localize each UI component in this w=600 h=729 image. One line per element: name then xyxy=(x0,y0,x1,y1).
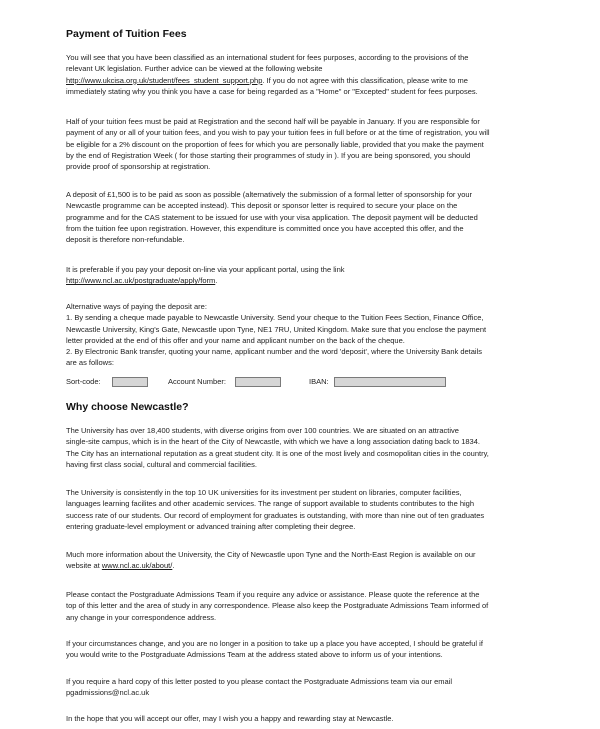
text-line: you would write to the Postgraduate Admissions Team at the address stated above to inform us of your intentions. xyxy=(66,650,443,660)
text-line: provide proof of sponsorship at registration. xyxy=(66,162,211,172)
text-line: Please contact the Postgraduate Admissions Team if you require any advice or assistance. Please quote the reference at the xyxy=(66,590,480,599)
why-newcastle-heading: Why choose Newcastle? xyxy=(66,401,189,413)
alternative-payment-paragraph xyxy=(66,301,546,369)
text-line: success rate of our students. Our record of employment for graduates is outstanding, with more than nine out of ten graduates xyxy=(66,510,485,520)
investment-paragraph xyxy=(66,487,546,532)
tuition-fees-heading: Payment of Tuition Fees xyxy=(66,28,187,40)
hard-copy-paragraph xyxy=(66,676,546,699)
text-line: languages learning facilites and other academic services. The range of support available to students contributes to the high xyxy=(66,499,475,509)
deposit-paragraph xyxy=(66,189,546,245)
text-line: single-site campus, which is in the heart of the City of Newcastle, with which we have a long association dating back to 1834. xyxy=(66,437,480,447)
text-line: Newcastle University, King's Gate, Newcastle upon Tyne, NE1 7RU, United Kingdom. Make sure that you enclose the payment xyxy=(66,324,487,334)
text-line: entering graduate-level employment or advanced training after completing their degree. xyxy=(66,521,356,531)
contact-paragraph xyxy=(66,589,546,623)
text-line: any change in your correspondence address. xyxy=(66,612,217,622)
sort-code-redaction xyxy=(112,377,148,387)
text-fragment: . xyxy=(215,276,218,286)
text-line: programme and for the CAS statement to be issued for use with your visa application. The deposit payment will be deducted xyxy=(66,212,478,222)
text-line: Half of your tuition fees must be paid at Registration and the second half will be payable in January. If you are responsible for xyxy=(66,117,480,126)
classification-paragraph xyxy=(66,52,546,97)
applicant-portal-link[interactable]: http://www.ncl.ac.uk/postgraduate/apply/form xyxy=(66,276,216,286)
text-line: The University has over 18,400 students, with diverse origins from over 100 countries. We are situated on an attractive xyxy=(66,426,459,435)
text-line: having first class social, cultural and commercial facilities. xyxy=(66,459,257,469)
bank-details-row xyxy=(66,376,546,388)
email-address: pgadmissions@ncl.ac.uk xyxy=(66,688,150,698)
text-line: It is preferable if you pay your deposit on-line via your applicant portal, using the link xyxy=(66,265,345,274)
university-overview-paragraph xyxy=(66,425,546,470)
iban-redaction xyxy=(334,377,446,387)
text-line xyxy=(66,275,546,286)
text-line: Newcastle programme can be accepted instead). This deposit or sponsor letter is required to secure your place on the xyxy=(66,201,458,211)
text-line: Alternative ways of paying the deposit are: xyxy=(66,302,207,311)
online-deposit-paragraph xyxy=(66,264,546,287)
about-link[interactable]: www.ncl.ac.uk/about/ xyxy=(101,561,173,571)
text-line: If you require a hard copy of this letter posted to you please contact the Postgraduate Admissions team via our email xyxy=(66,677,453,686)
account-number-redaction xyxy=(235,377,281,387)
text-line: You will see that you have been classified as an international student for fees purposes, according to the provisions of the xyxy=(66,53,469,62)
text-line: letter provided at the end of this offer and your name and applicant number on the back of the cheque. xyxy=(66,335,405,345)
account-number-label: Account Number: xyxy=(168,377,226,386)
text-line: In the hope that you will accept our offer, may I wish you a happy and rewarding stay at Newcastle. xyxy=(66,714,394,723)
more-info-paragraph xyxy=(66,549,546,572)
text-fragment: . If you do not agree with this classification, please write to me xyxy=(262,75,468,85)
ukcisa-link[interactable]: http://www.ukcisa.org.uk/student/fees_student_support.php xyxy=(66,75,263,85)
text-line: top of this letter and the area of study in any correspondence. Please also keep the Postgraduate Admissions Team informed of xyxy=(66,601,489,611)
text-line xyxy=(66,560,546,571)
payment-paragraph xyxy=(66,116,546,172)
text-line: deposit is therefore non-refundable. xyxy=(66,235,185,245)
closing-paragraph xyxy=(66,713,546,724)
text-line xyxy=(66,75,546,86)
iban-label: IBAN: xyxy=(309,377,329,386)
sort-code-label: Sort-code: xyxy=(66,377,101,386)
circumstances-paragraph xyxy=(66,638,546,661)
text-line: The University is consistently in the top 10 UK universities for its investment per student on libraries, computer facilities, xyxy=(66,488,462,497)
text-fragment: website at xyxy=(66,561,102,571)
text-line: The City has an international reputation as a great student city. It is one of the most lively and cosmopolitan cities in the country, xyxy=(66,448,489,458)
text-fragment: . xyxy=(172,561,175,571)
text-line: If your circumstances change, and you are no longer in a position to take up a place you have accepted, I should be grateful if xyxy=(66,639,483,648)
text-line: 1. By sending a cheque made payable to Newcastle University. Send your cheque to the Tuition Fees Section, Finance Office, xyxy=(66,313,484,323)
text-line: Much more information about the University, the City of Newcastle upon Tyne and the North-East Region is available on our xyxy=(66,550,476,559)
text-line: relevant UK legislation. Further advice can be viewed at the following website xyxy=(66,64,323,74)
text-line: immediately stating why you think you have a case for being regarded as a "Home" or "Excepted" student for fees purposes. xyxy=(66,86,478,96)
text-line: from the tuition fee upon registration. However, this expenditure is committed once you have accepted this offer, and the xyxy=(66,223,464,233)
text-line: 2. By Electronic Bank transfer, quoting your name, applicant number and the word 'deposit', where the University Bank details xyxy=(66,347,483,357)
text-line: by the end of Registration Week ( for those starting their programmes of study in ). If you are being sponsored, you should xyxy=(66,150,471,160)
text-line: be eligible for a 2% discount on the proportion of fees for which you are personally liable, provided that you make the payment xyxy=(66,139,484,149)
text-line: are as follows: xyxy=(66,358,114,368)
text-line: A deposit of £1,500 is to be paid as soon as possible (alternatively the submission of a formal letter of sponsorship for your xyxy=(66,190,473,199)
text-line: payment of any or all of your tuition fees, and you wish to pay your tuition fees in full before or at the time of registration, you will xyxy=(66,128,490,138)
